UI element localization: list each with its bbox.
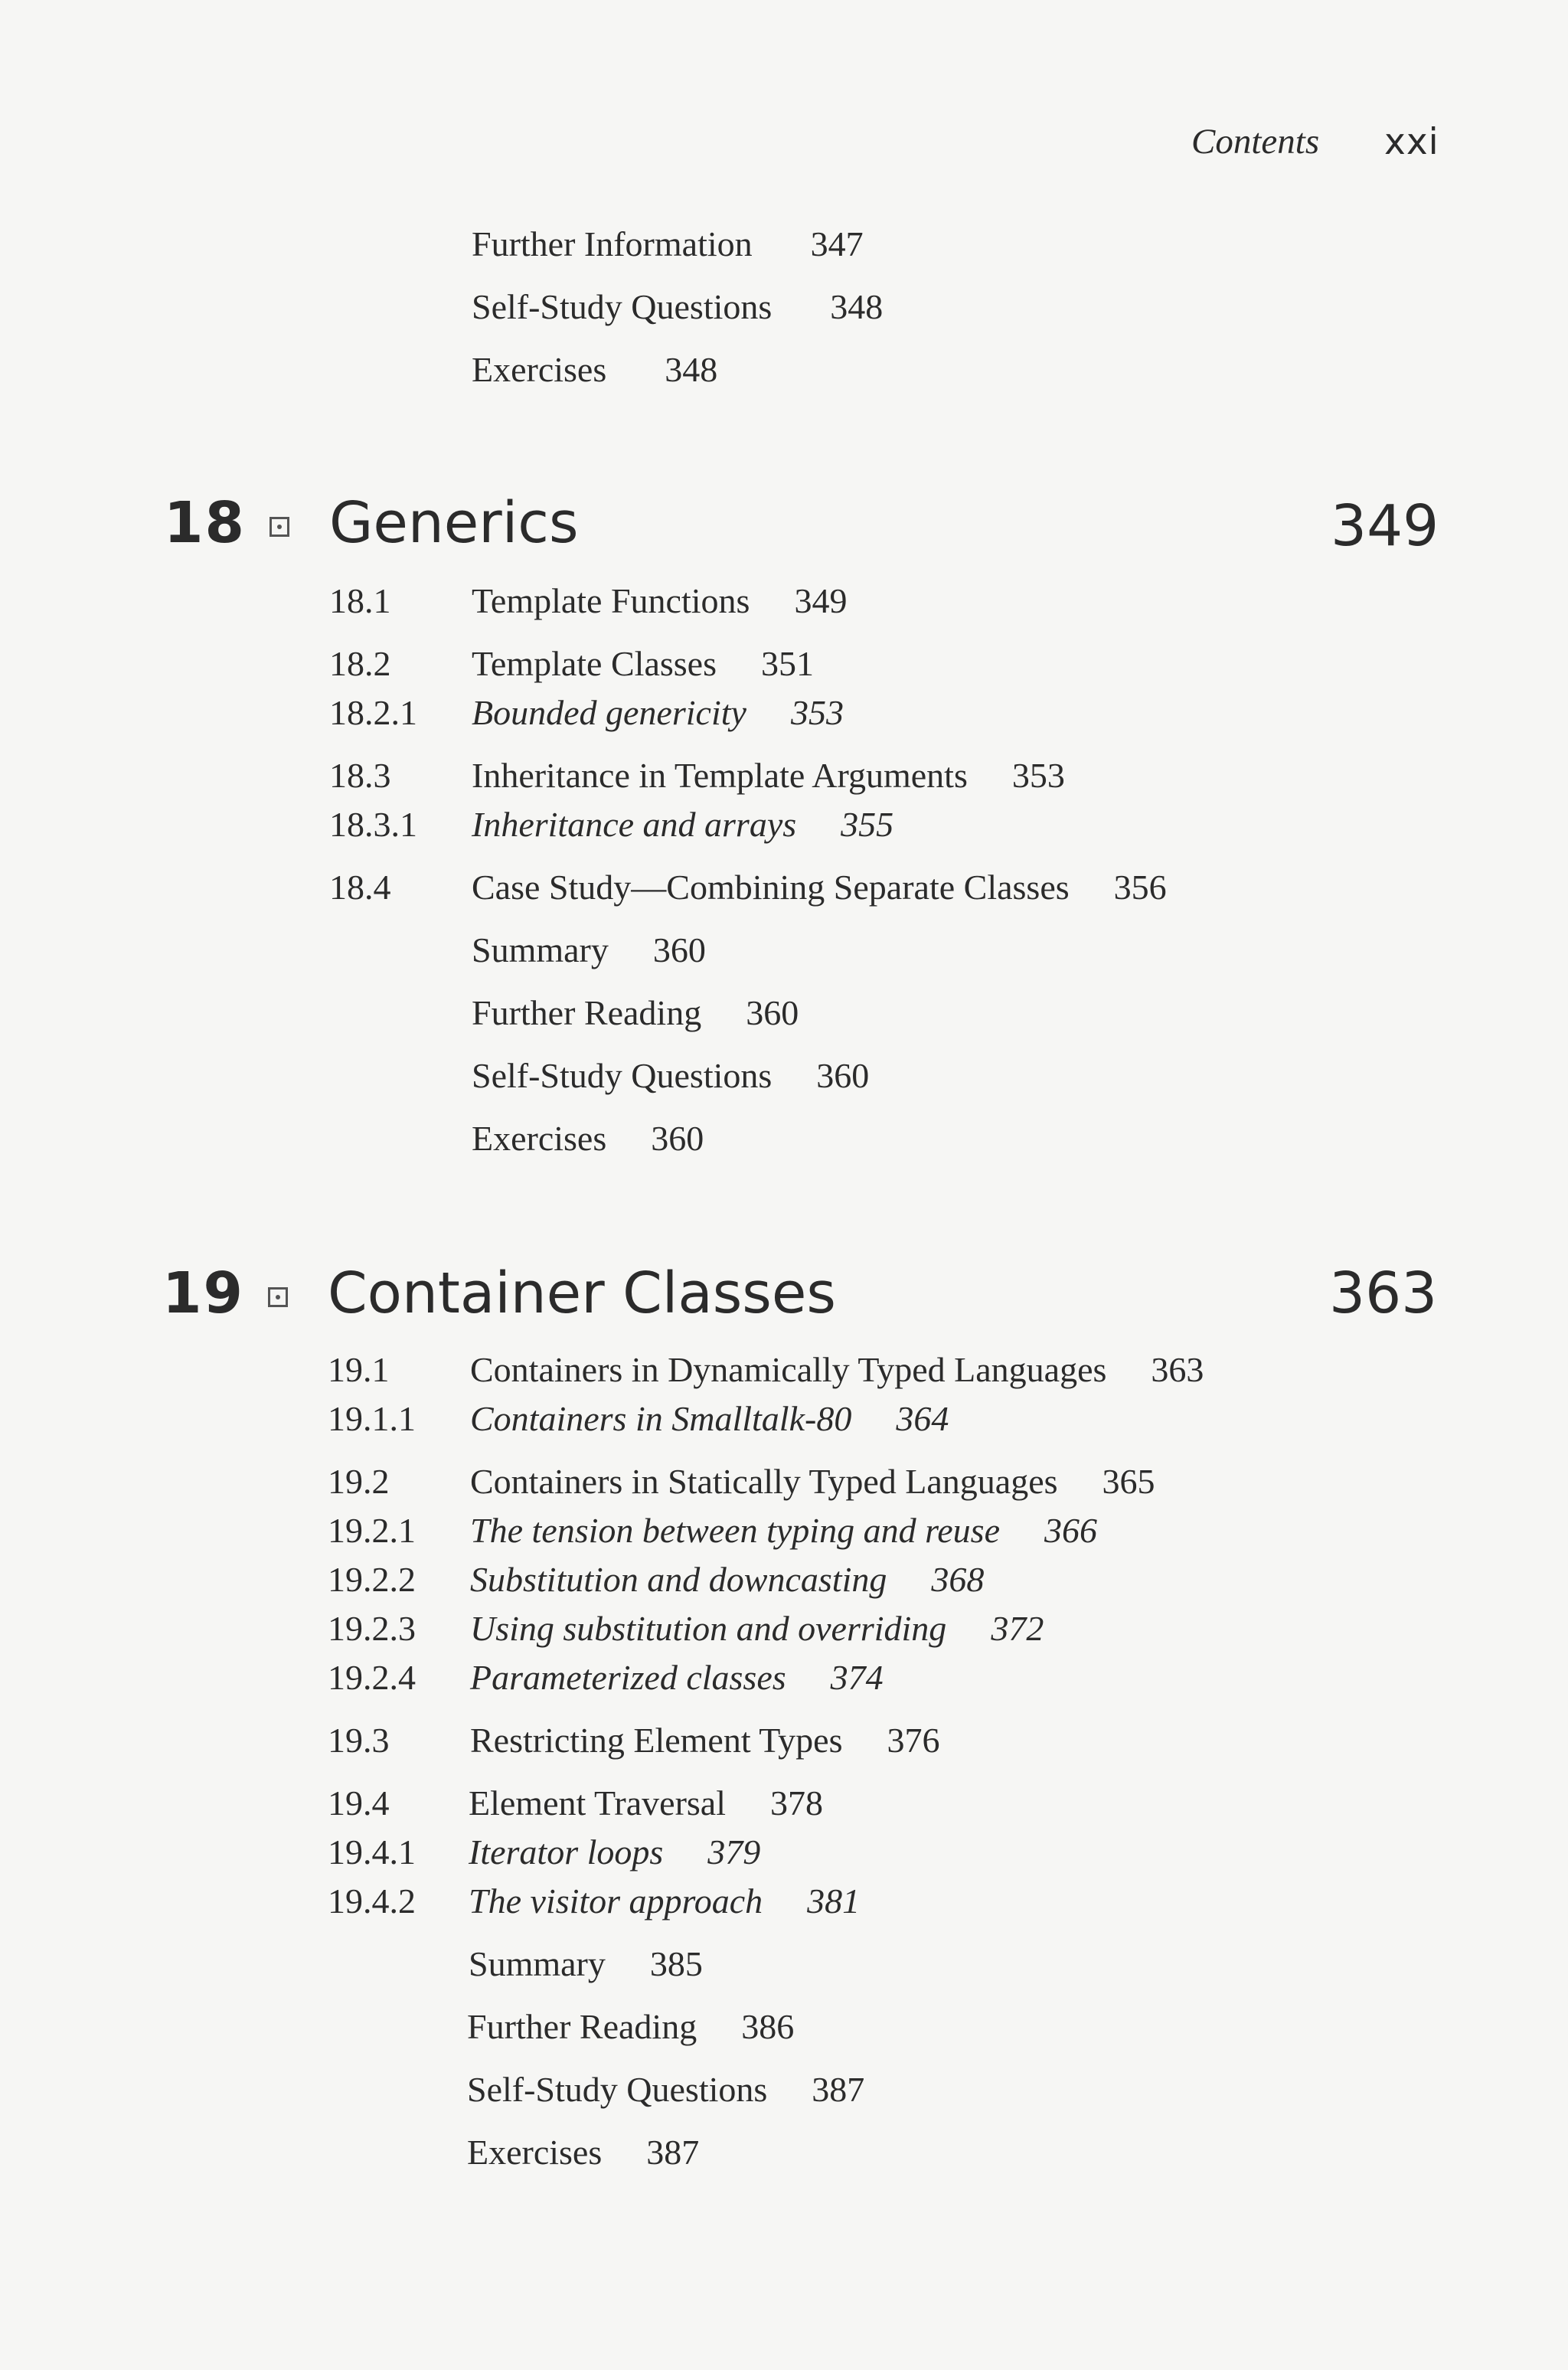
toc-entry-page: 381 bbox=[807, 1881, 861, 1921]
toc-entry-title: Further Reading bbox=[467, 2007, 697, 2046]
toc-entry-title: Further Reading bbox=[472, 993, 702, 1032]
toc-entry-page: 360 bbox=[651, 1119, 704, 1158]
toc-entry-title: Exercises bbox=[472, 1119, 607, 1158]
toc-entry-title: Self-Study Questions bbox=[472, 287, 773, 326]
toc-entry-title: Template Classes bbox=[472, 644, 717, 683]
toc-entry-title: Element Traversal bbox=[469, 1783, 726, 1822]
toc-entry-page: 356 bbox=[1113, 868, 1167, 907]
toc-entry-title: Containers in Statically Typed Languages bbox=[470, 1462, 1058, 1501]
toc-entry-title: Self-Study Questions bbox=[467, 2070, 768, 2109]
toc-entry-page: 365 bbox=[1102, 1462, 1155, 1501]
section-number: 19.4.2 bbox=[328, 1881, 416, 1921]
section-number: 18.1 bbox=[329, 581, 391, 620]
section-number: 19.1.1 bbox=[328, 1399, 416, 1438]
toc-entry[interactable] bbox=[472, 352, 717, 387]
toc-entry-page: 376 bbox=[887, 1721, 940, 1760]
toc-entry-page: 348 bbox=[665, 350, 718, 389]
section-number: 19.2.1 bbox=[328, 1511, 416, 1550]
section-number: 19.4.1 bbox=[328, 1832, 416, 1871]
chapter-title: Generics bbox=[329, 490, 579, 556]
toc-entry-title: Iterator loops bbox=[469, 1832, 664, 1871]
toc-entry-page: 348 bbox=[830, 287, 884, 326]
toc-entry-title: Further Information bbox=[472, 224, 753, 263]
toc-entry-title: The visitor approach bbox=[469, 1881, 763, 1921]
box-bullet-icon bbox=[270, 517, 289, 537]
toc-entry-page: 379 bbox=[707, 1832, 761, 1871]
running-header bbox=[0, 115, 1568, 161]
toc-entry-title: Inheritance and arrays bbox=[472, 805, 797, 844]
section-number: 18.3 bbox=[329, 756, 391, 795]
chapter-page: 363 bbox=[1329, 1260, 1438, 1326]
toc-entry-page: 353 bbox=[1011, 756, 1065, 795]
header-label: Contents bbox=[1191, 122, 1320, 162]
toc-entry-page: 349 bbox=[794, 581, 848, 620]
toc-entry-page: 374 bbox=[830, 1658, 884, 1697]
toc-entry-title: Parameterized classes bbox=[470, 1658, 786, 1697]
toc-entry-title: Using substitution and overriding bbox=[470, 1609, 947, 1648]
section-number: 19.4 bbox=[328, 1783, 390, 1822]
section-number: 19.2 bbox=[328, 1462, 390, 1501]
toc-entry-page: 360 bbox=[746, 993, 799, 1032]
toc-entry-page: 366 bbox=[1044, 1511, 1097, 1550]
toc-entry-page: 363 bbox=[1151, 1350, 1204, 1389]
toc-entry-page: 387 bbox=[812, 2070, 865, 2109]
toc-entry[interactable] bbox=[472, 224, 864, 263]
toc-entry-title: Template Functions bbox=[472, 581, 750, 620]
toc-entry-page: 360 bbox=[816, 1056, 870, 1095]
section-number: 19.2.3 bbox=[328, 1609, 416, 1648]
section-number: 18.4 bbox=[329, 868, 391, 907]
toc-entry-title: Exercises bbox=[467, 2133, 603, 2172]
chapter-heading-18[interactable] bbox=[0, 490, 1568, 559]
toc-entry-page: 387 bbox=[646, 2133, 700, 2172]
toc-entry-page: 351 bbox=[760, 644, 814, 683]
toc-entry-title: The tension between typing and reuse bbox=[470, 1511, 1000, 1550]
section-number: 18.2.1 bbox=[329, 693, 417, 732]
section-number: 18.2 bbox=[329, 644, 391, 683]
toc-entry-title: Containers in Smalltalk-80 bbox=[470, 1399, 852, 1438]
toc-entry-title: Containers in Dynamically Typed Languages bbox=[470, 1350, 1107, 1389]
chapter-page: 349 bbox=[1331, 493, 1439, 559]
toc-entry-title: Summary bbox=[469, 1944, 606, 1983]
box-bullet-icon bbox=[268, 1287, 288, 1307]
toc-entry-page: 347 bbox=[810, 224, 864, 263]
toc-entry-title: Substitution and downcasting bbox=[470, 1560, 887, 1599]
header-page-numeral: xxi bbox=[1384, 121, 1439, 163]
toc-entry-title: Summary bbox=[472, 930, 609, 969]
toc-entry-page: 360 bbox=[652, 930, 706, 969]
toc-entry-page: 353 bbox=[790, 693, 844, 732]
section-number: 19.3 bbox=[328, 1721, 390, 1760]
toc-entry-title: Inheritance in Template Arguments bbox=[472, 756, 968, 795]
chapter-number: 18 bbox=[164, 490, 246, 556]
toc-entry-title: Exercises bbox=[472, 350, 607, 389]
toc-entry-title: Self-Study Questions bbox=[472, 1056, 773, 1095]
toc-entry-title: Bounded genericity bbox=[472, 693, 746, 732]
toc-entry[interactable] bbox=[472, 289, 883, 325]
chapter-title: Container Classes bbox=[328, 1260, 836, 1326]
toc-entry-page: 355 bbox=[841, 805, 894, 844]
toc-entry-page: 386 bbox=[741, 2007, 795, 2046]
toc-entry-page: 378 bbox=[770, 1783, 823, 1822]
toc-entry-title: Restricting Element Types bbox=[470, 1721, 843, 1760]
section-number: 19.2.4 bbox=[328, 1658, 416, 1697]
section-number: 18.3.1 bbox=[329, 805, 417, 844]
toc-entry-page: 385 bbox=[649, 1944, 703, 1983]
chapter-number: 19 bbox=[162, 1260, 244, 1326]
toc-entry-page: 364 bbox=[896, 1399, 949, 1438]
toc-entry-page: 368 bbox=[931, 1560, 985, 1599]
section-number: 19.2.2 bbox=[328, 1560, 416, 1599]
chapter-heading-19[interactable] bbox=[0, 1260, 1568, 1329]
toc-entry-page: 372 bbox=[991, 1609, 1044, 1648]
toc-entry-title: Case Study—Combining Separate Classes bbox=[472, 868, 1070, 907]
section-number: 19.1 bbox=[328, 1350, 390, 1389]
